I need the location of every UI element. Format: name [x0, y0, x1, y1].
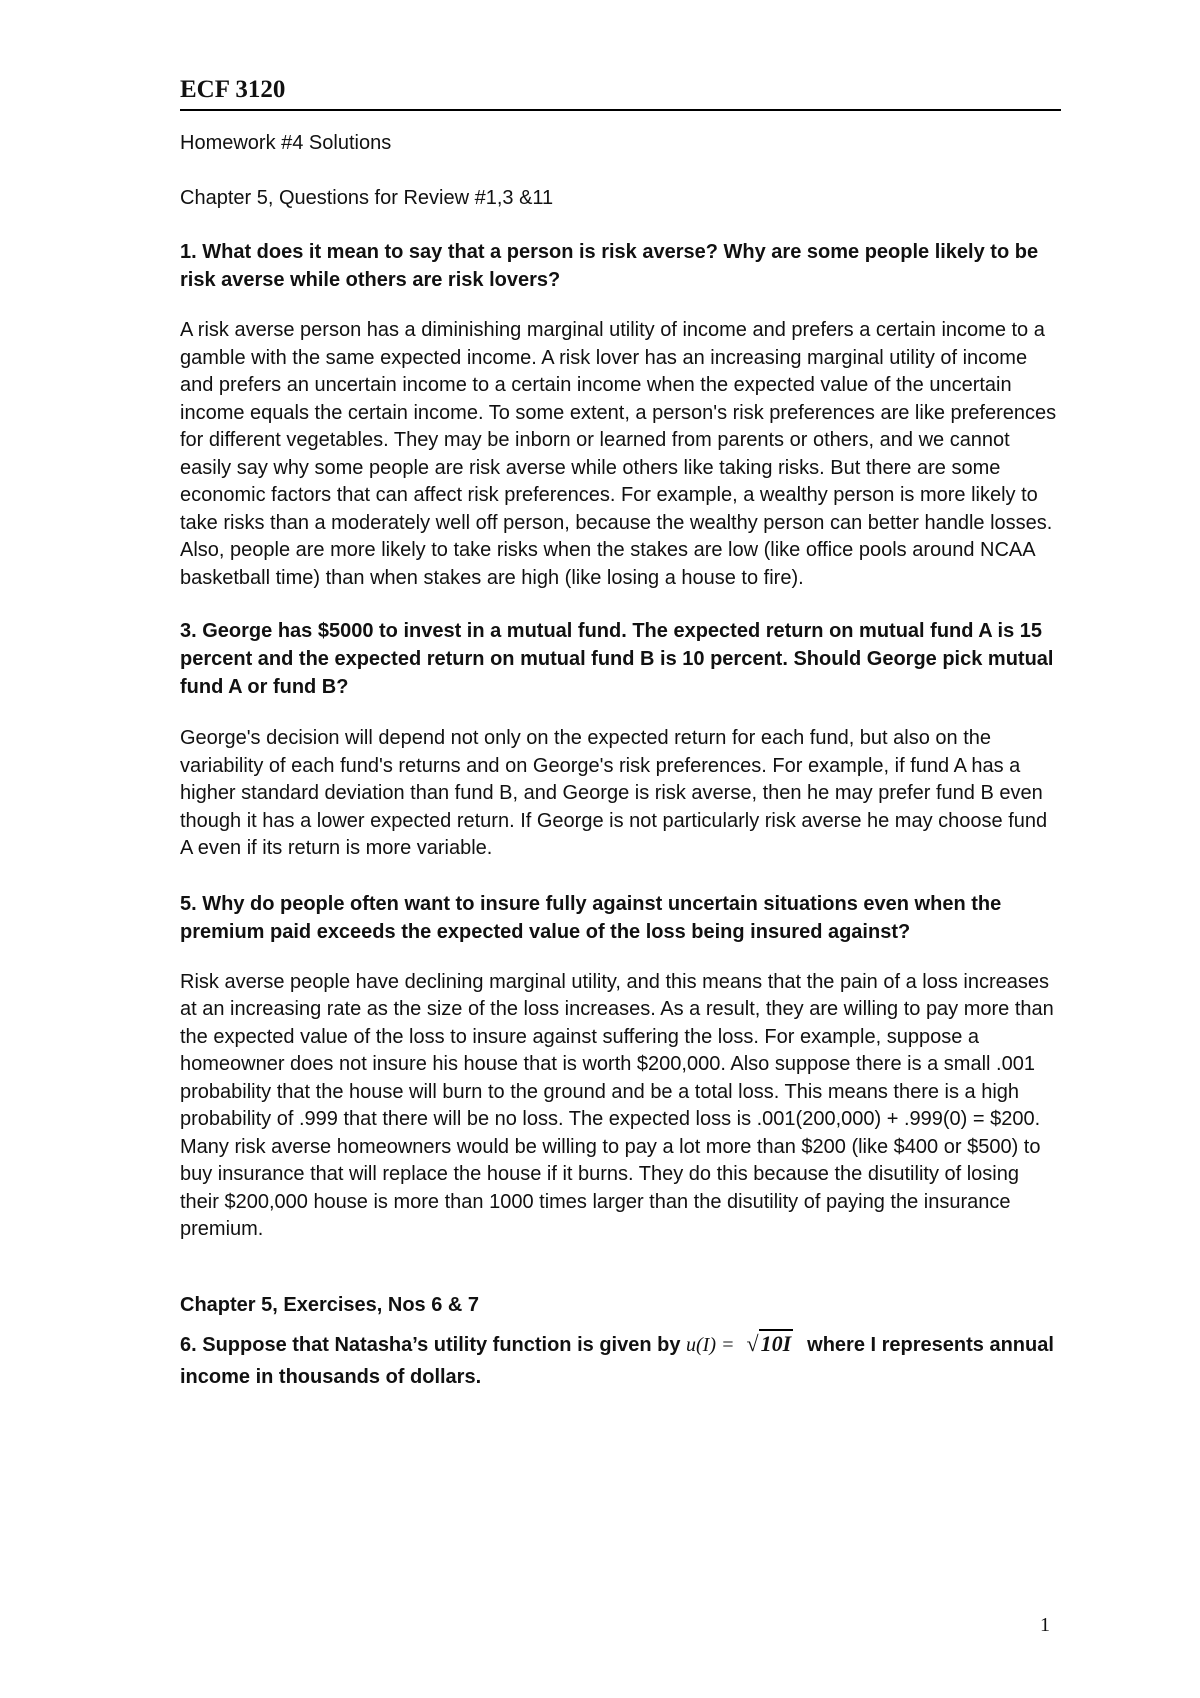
course-code: ECF 3120	[180, 76, 286, 103]
page-number: 1	[1040, 1614, 1050, 1636]
document-title: Homework #4 Solutions	[180, 132, 392, 154]
answer-5: Risk averse people have declining marginal utility, and this means that the pain of a loss increases at an increasing rate as the size of the loss increases. As a result, they are willing to pay more than the expected value of the loss to insure against suffering the loss. For example, suppose a homeowner does not insure his house that is worth $200,000. Also suppose there is a small .001 probability that the house will burn to the ground and be a total loss. This means there is a high probability of .999 that there will be no loss. The expected loss is .001(200,000) + .999(0) = $200. Many risk averse homeowners would be willing to pay a lot more than $200 (like $400 or $500) to buy insurance that will replace the house if it burns. They do this because the disutility of losing their $200,000 house is more than 1000 times larger than the disutility of paying the insurance premium.	[180, 970, 1054, 1240]
utility-formula-lhs: u(I) =	[686, 1333, 735, 1356]
question-6	[180, 1328, 1060, 1393]
question-5: 5. Why do people often want to insure fully against uncertain situations even when the premium paid exceeds the expected value of the loss being insured against?	[180, 892, 1002, 943]
question-1: 1. What does it mean to say that a person is risk averse? Why are some people likely to be risk averse while others are risk lovers?	[180, 241, 1039, 291]
question-3: 3. George has $5000 to invest in a mutual fund. The expected return on mutual fund A is 15 percent and the expected return on mutual fund B is 10 percent. Should George pick mutual fund A or fund B?	[180, 620, 1054, 698]
question-6-lead: 6. Suppose that Natasha’s utility function is given by	[180, 1333, 681, 1356]
question-6-tail: where I represents annual income in thousands of dollars.	[180, 1333, 1054, 1388]
square-root-formula: √10I	[746, 1330, 792, 1356]
document-body	[180, 128, 1060, 1393]
formula-radicand: 10I	[760, 1330, 792, 1356]
answer-3: George's decision will depend not only on the expected return for each fund, but also on the variability of each fund's returns and on George's risk preferences. For example, if fund A has a higher standard deviation than fund B, and George is risk averse, then he may prefer fund B even though it has a lower expected return. If George is not particularly risk averse he may choose fund A even if its return is more variable.	[180, 727, 1048, 859]
section-heading-exercises: Chapter 5, Exercises, Nos 6 & 7	[180, 1293, 480, 1316]
section-heading-review: Chapter 5, Questions for Review #1,3 &11	[180, 187, 554, 209]
answer-1: A risk averse person has a diminishing marginal utility of income and prefers a certain income to a gamble with the same expected income. A risk lover has an increasing marginal utility of income and prefers an uncertain income to a certain income when the expected value of the uncertain income equals the certain income. To some extent, a person's risk preferences are like preferences for different vegetables. They may be inborn or learned from parents or others, and we cannot easily say why some people are risk averse while others like taking risks. But there are some economic factors that can affect risk preferences. For example, a wealthy person is more likely to take risks than a moderately well off person, because the wealthy person can better handle losses. Also, people are more likely to take risks when the stakes are low (like office pools around NCAA basketball time) than when stakes are high (like losing a house to fire).	[180, 319, 1057, 589]
header-rule	[180, 109, 1061, 111]
